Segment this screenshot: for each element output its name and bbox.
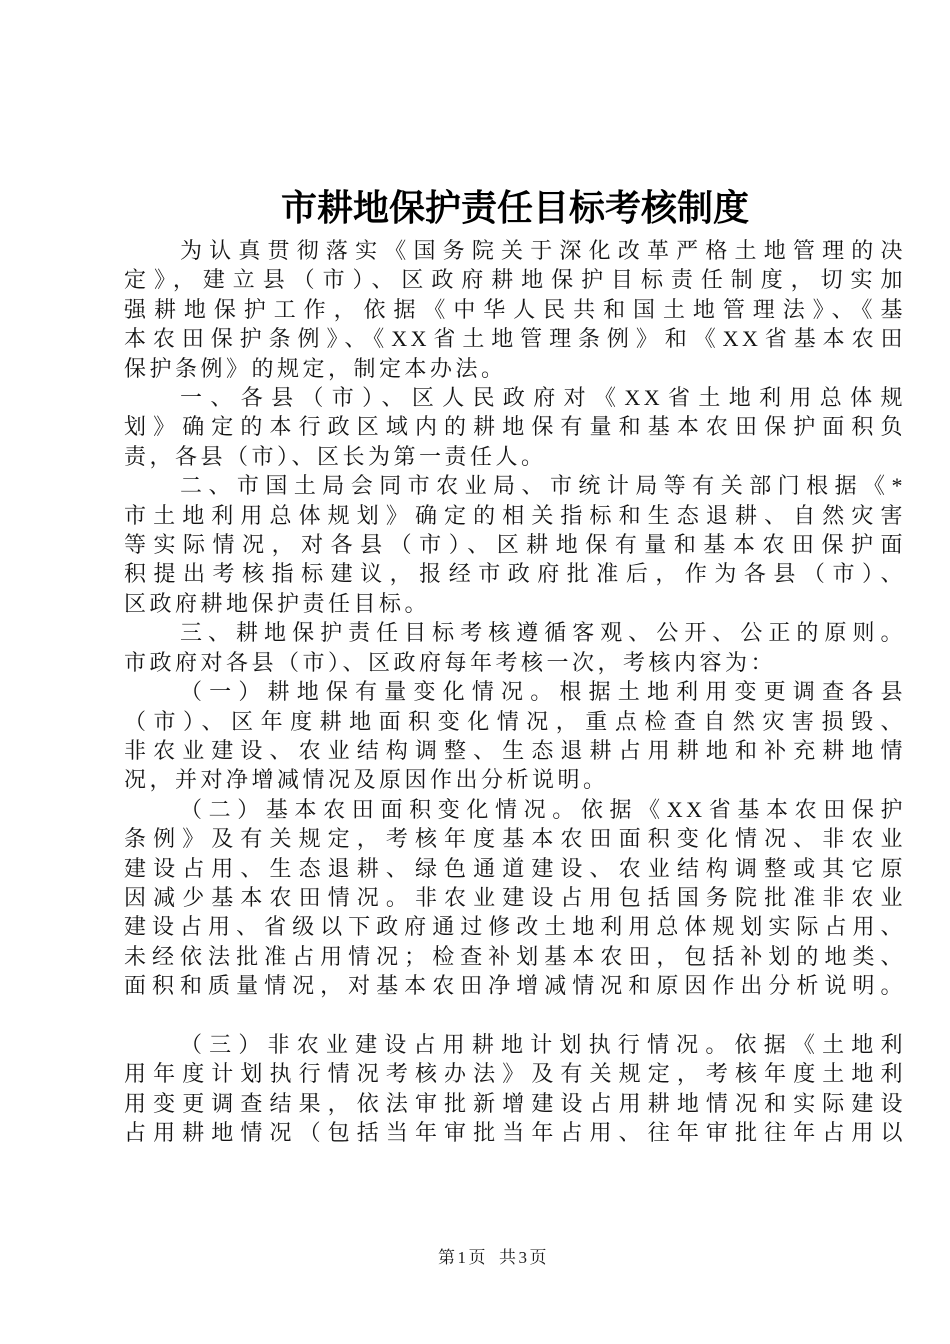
text-line: （三）非农业建设占用耕地计划执行情况。依据《土地利 [180, 1031, 906, 1057]
paragraph [124, 383, 906, 471]
text-line: 占用耕地情况（包括当年审批当年占用、往年审批往年占用以 [124, 1120, 906, 1146]
text-line: 用年度计划执行情况考核办法》及有关规定，考核年度土地利 [124, 1061, 906, 1087]
text-line: 市土地利用总体规划》确定的相关指标和生态退耕、自然灾害 [124, 502, 906, 528]
text-line: 三、耕地保护责任目标考核遵循客观、公开、公正的原则。 [180, 620, 906, 646]
text-line: 责，各县（市）、区长为第一责任人。 [124, 443, 547, 469]
paragraph [124, 795, 906, 1001]
text-line: 二、市国土局会同市农业局、市统计局等有关部门根据《* [180, 473, 906, 499]
text-line: 非农业建设、农业结构调整、生态退耕占用耕地和补充耕地情 [124, 737, 906, 763]
document-body [124, 236, 906, 1148]
document-title: 市耕地保护责任目标考核制度 [280, 188, 749, 228]
text-line: 强耕地保护工作，依据《中华人民共和国土地管理法》、《基 [124, 296, 906, 322]
text-line: 用变更调查结果，依法审批新增建设占用耕地情况和实际建设 [124, 1090, 906, 1116]
text-line: （二）基本农田面积变化情况。依据《XX省基本农田保护 [180, 796, 906, 822]
text-line: 本农田保护条例》、《XX省土地管理条例》和《XX省基本农田 [124, 326, 906, 352]
paragraph [124, 1030, 906, 1148]
text-line: 条例》及有关规定，考核年度基本农田面积变化情况、非农业 [124, 826, 906, 852]
footer-current-page: 第1页 [438, 1248, 488, 1267]
footer-total-pages: 共3页 [499, 1248, 549, 1267]
paragraph [124, 471, 906, 618]
text-line: （一）耕地保有量变化情况。根据土地利用变更调查各县 [180, 679, 906, 705]
paragraph [124, 677, 906, 795]
text-line: 建设占用、省级以下政府通过修改土地利用总体规划实际占用、 [124, 914, 906, 940]
text-line: 积提出考核指标建议，报经市政府批准后，作为各县（市）、 [124, 561, 906, 587]
text-line: 一、各县（市）、区人民政府对《XX省土地利用总体规 [180, 385, 906, 411]
text-line: 保护条例》的规定，制定本办法。 [124, 355, 507, 381]
text-line: 定》，建立县（市）、区政府耕地保护目标责任制度，切实加 [124, 267, 906, 293]
text-line: 为认真贯彻落实《国务院关于深化改革严格土地管理的决 [180, 238, 906, 263]
text-line: 况，并对净增减情况及原因作出分析说明。 [124, 767, 609, 793]
paragraph [124, 618, 906, 677]
text-line: 未经依法批准占用情况；检查补划基本农田，包括补划的地类、 [124, 943, 906, 969]
text-line: （市）、区年度耕地面积变化情况，重点检查自然灾害损毁、 [124, 708, 906, 734]
text-line: 因减少基本农田情况。非农业建设占用包括国务院批准非农业 [124, 884, 906, 910]
paragraph [124, 236, 906, 383]
text-line: 等实际情况，对各县（市）、区耕地保有量和基本农田保护面 [124, 532, 906, 558]
text-line: 划》确定的本行政区域内的耕地保有量和基本农田保护面积负 [124, 414, 906, 440]
text-line: 市政府对各县（市）、区政府每年考核一次，考核内容为： [124, 649, 777, 675]
text-line: 区政府耕地保护责任目标。 [124, 590, 431, 616]
text-line: 建设占用、生态退耕、绿色通道建设、农业结构调整或其它原 [124, 855, 906, 881]
page-footer [438, 1243, 549, 1268]
text-line: 面积和质量情况，对基本农田净增减情况和原因作出分析说明。 [124, 973, 906, 999]
